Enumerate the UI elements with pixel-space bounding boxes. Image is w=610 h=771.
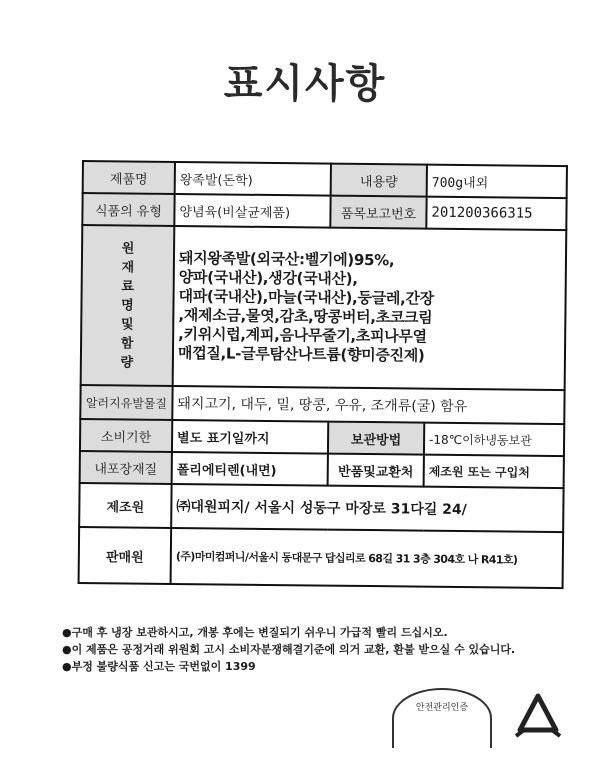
ingredients-line: 매껍질,L-글루탐산나트륨(향미증진제) [177,344,425,365]
row-allergens [80,385,564,424]
content-amount-value: 700g내외 [427,165,567,198]
manufacturer-value: ㈜대원피지/ 서울시 성동구 마장로 31다길 24/ [171,484,563,532]
report-number-label: 품목보고번호 [330,196,426,229]
page-title: 표시사항 [223,61,387,107]
packaging-label: 내포장재질 [80,451,172,484]
exchange-value: 제조원 또는 구입처 [424,455,564,488]
ingredients-line: 양파(국내산),생강(국내산), [178,268,358,288]
notice-item: ●구매 후 냉장 보관하시고, 개봉 후에는 변질되기 쉬우니 가급적 빨리 드십시오. [62,626,448,639]
ingredients-line: 대파(국내산),마늘(국내산),둥글레,간장 [178,287,434,308]
content-amount-label: 내용량 [331,164,427,197]
food-type-label: 식품의 유형 [82,193,174,226]
ingredients-line: ,키위시럽,계피,음나무줄기,초피나무열 [178,325,427,346]
exchange-label: 반품및교환처 [328,454,424,487]
row-expiry [80,419,564,456]
product-name-label: 제품명 [83,161,175,194]
row-ingredients [81,225,567,390]
recycle-icon [508,690,568,750]
ingredients-label: 원 재 료 명 및 함 량 [81,225,175,386]
haccp-mark-text: 안전관리인증 [415,703,469,713]
expiry-label: 소비기한 [80,419,172,452]
expiry-value: 별도 표기일까지 [172,420,328,454]
report-number-value: 201200366315 [426,197,566,230]
row-packaging [80,451,564,488]
food-type-value: 양념육(비살균제품) [174,194,330,228]
allergens-label: 알러지유발물질 [80,385,172,420]
ingredients-line: ,재제소금,물엿,감초,땅콩버터,초코크림 [178,306,433,327]
ingredients-value [173,226,567,390]
row-manufacturer [79,483,563,532]
storage-label: 보관방법 [328,422,424,455]
ingredients-line: 돼지왕족발(외국산:벨기에)95%, [178,249,395,270]
storage-value: -18℃이하냉동보관 [424,423,564,456]
notice-list [62,624,572,675]
notice-item: ●이 제품은 공정거래 위원회 고시 소비자분쟁해결기준에 의거 교환, 환불 받으실 수 있습니다. [62,643,516,656]
allergens-value: 돼지고기, 대두, 밀, 땅콩, 우유, 조개류(굴) 함유 [172,386,564,424]
seller-label: 판매원 [79,527,172,584]
seller-value: (주)마미컴퍼니/서울시 동대문구 답십리로 68길 31 3층 304호 나 R41호) [171,528,564,588]
label-table [78,160,568,589]
notice-item: ●부정 불량식품 신고는 국번없이 1399 [62,660,256,673]
product-name-value: 왕족발(돈학) [175,162,331,196]
row-seller [79,527,564,588]
manufacturer-label: 제조원 [79,483,171,528]
haccp-mark-icon [392,688,492,748]
row-food-type [82,193,566,230]
row-product [83,161,567,198]
packaging-value: 폴리에티렌(내면) [172,452,328,486]
